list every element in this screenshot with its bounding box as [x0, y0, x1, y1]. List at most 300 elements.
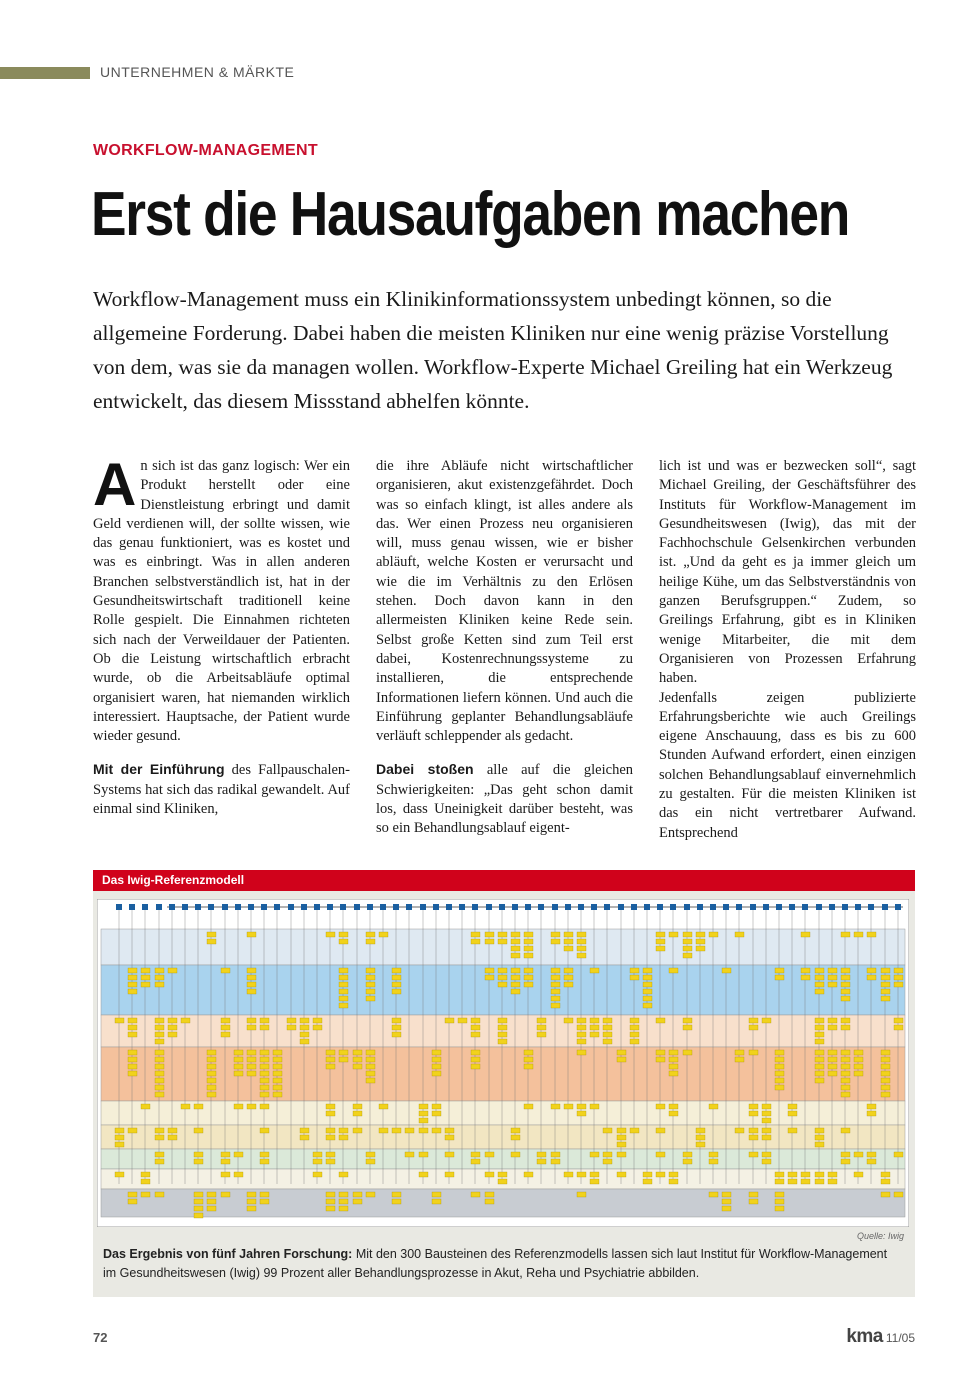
- process-step: [854, 1172, 863, 1177]
- process-step: [339, 939, 348, 944]
- process-step: [155, 1025, 164, 1030]
- process-step: [815, 989, 824, 994]
- process-step: [405, 1152, 414, 1157]
- process-step: [511, 1135, 520, 1140]
- process-step: [709, 1159, 718, 1164]
- process-step: [326, 1111, 335, 1116]
- process-step: [326, 1159, 335, 1164]
- process-step: [683, 946, 692, 951]
- process-step: [498, 968, 507, 973]
- process-step: [392, 975, 401, 980]
- process-step: [801, 1179, 810, 1184]
- process-step: [828, 975, 837, 980]
- process-step: [471, 1057, 480, 1062]
- process-step: [815, 1172, 824, 1177]
- process-step: [524, 1050, 533, 1055]
- process-step: [696, 1135, 705, 1140]
- process-step: [603, 1018, 612, 1023]
- process-step: [683, 953, 692, 958]
- process-step: [709, 1192, 718, 1197]
- process-step: [881, 1057, 890, 1062]
- section-color-bar: [0, 67, 90, 79]
- process-step: [141, 968, 150, 973]
- process-step: [577, 1172, 586, 1177]
- process-step: [498, 975, 507, 980]
- process-step: [326, 1152, 335, 1157]
- process-step: [326, 1057, 335, 1062]
- process-step: [630, 1018, 639, 1023]
- process-step: [841, 982, 850, 987]
- process-step: [155, 1135, 164, 1140]
- process-step: [537, 1159, 546, 1164]
- process-step: [801, 968, 810, 973]
- process-step: [471, 1192, 480, 1197]
- process-step: [419, 1118, 428, 1123]
- process-step: [221, 968, 230, 973]
- process-step: [577, 1018, 586, 1023]
- process-step: [313, 1152, 322, 1157]
- process-step: [801, 932, 810, 937]
- process-step: [339, 1172, 348, 1177]
- process-node: [380, 904, 386, 910]
- figure-title: Das Iwig-Referenzmodell: [102, 873, 245, 887]
- process-step: [471, 1018, 480, 1023]
- process-step: [273, 1078, 282, 1083]
- process-step: [828, 1050, 837, 1055]
- process-step: [828, 968, 837, 973]
- process-step: [841, 989, 850, 994]
- process-step: [551, 975, 560, 980]
- process-step: [590, 1152, 599, 1157]
- process-step: [801, 975, 810, 980]
- process-step: [207, 1092, 216, 1097]
- caption-text: Mit den 300 Bausteinen des Referenzmodells lassen sich laut Institut für Workflow-Management im Gesundheitswesen (Iwig) 99 Prozent aller Behandlungsprozesse in Akut, Reha und Psychiatrie abbilden.: [103, 1247, 888, 1280]
- process-node: [327, 904, 333, 910]
- process-step: [722, 1192, 731, 1197]
- process-step: [498, 1032, 507, 1037]
- process-step: [339, 975, 348, 980]
- process-step: [696, 939, 705, 944]
- process-node: [235, 904, 241, 910]
- process-step: [366, 1159, 375, 1164]
- process-step: [577, 1025, 586, 1030]
- process-step: [537, 1018, 546, 1023]
- text-column-1: [93, 451, 350, 833]
- process-step: [260, 1057, 269, 1062]
- process-step: [379, 1104, 388, 1109]
- process-step: [128, 989, 137, 994]
- process-step: [669, 1057, 678, 1062]
- process-step: [432, 1057, 441, 1062]
- process-step: [511, 946, 520, 951]
- process-step: [141, 975, 150, 980]
- process-step: [326, 932, 335, 937]
- process-step: [775, 1206, 784, 1211]
- process-node: [868, 904, 874, 910]
- process-step: [867, 932, 876, 937]
- process-step: [326, 1135, 335, 1140]
- process-step: [643, 996, 652, 1001]
- process-step: [564, 939, 573, 944]
- process-step: [155, 1085, 164, 1090]
- process-step: [841, 1064, 850, 1069]
- process-step: [630, 968, 639, 973]
- process-step: [762, 1118, 771, 1123]
- process-step: [207, 1050, 216, 1055]
- process-step: [722, 1206, 731, 1211]
- process-node: [472, 904, 478, 910]
- process-step: [471, 1159, 480, 1164]
- process-step: [881, 1172, 890, 1177]
- process-step: [115, 1018, 124, 1023]
- process-step: [775, 1199, 784, 1204]
- process-step: [471, 1032, 480, 1037]
- process-step: [828, 1172, 837, 1177]
- process-step: [762, 1152, 771, 1157]
- process-step: [247, 1199, 256, 1204]
- process-step: [300, 1039, 309, 1044]
- process-step: [511, 982, 520, 987]
- process-step: [603, 1032, 612, 1037]
- process-step: [656, 1172, 665, 1177]
- process-step: [392, 1018, 401, 1023]
- magazine-brand: [846, 1326, 915, 1348]
- process-step: [339, 1135, 348, 1140]
- process-step: [300, 1032, 309, 1037]
- process-step: [551, 989, 560, 994]
- process-step: [564, 946, 573, 951]
- process-step: [524, 968, 533, 973]
- process-node: [855, 904, 861, 910]
- process-step: [366, 1192, 375, 1197]
- process-step: [471, 1152, 480, 1157]
- process-step: [577, 1192, 586, 1197]
- process-step: [722, 1199, 731, 1204]
- process-step: [669, 1050, 678, 1055]
- process-node: [393, 904, 399, 910]
- process-step: [867, 1104, 876, 1109]
- process-step: [617, 1135, 626, 1140]
- process-node: [525, 904, 531, 910]
- process-step: [155, 1032, 164, 1037]
- process-step: [762, 1018, 771, 1023]
- process-step: [815, 1032, 824, 1037]
- process-step: [683, 939, 692, 944]
- process-step: [828, 1064, 837, 1069]
- process-step: [894, 1152, 903, 1157]
- process-step: [749, 1018, 758, 1023]
- paragraph: [376, 760, 633, 838]
- process-step: [841, 1078, 850, 1083]
- process-node: [446, 904, 452, 910]
- process-step: [194, 1213, 203, 1218]
- process-node: [802, 904, 808, 910]
- process-step: [260, 1199, 269, 1204]
- process-step: [603, 1159, 612, 1164]
- section-label: UNTERNEHMEN & MÄRKTE: [100, 64, 295, 80]
- article-kicker: WORKFLOW-MANAGEMENT: [93, 142, 318, 159]
- process-step: [867, 1159, 876, 1164]
- process-step: [419, 1111, 428, 1116]
- process-step: [392, 1192, 401, 1197]
- process-step: [815, 968, 824, 973]
- process-step: [577, 1050, 586, 1055]
- process-step: [379, 1128, 388, 1133]
- process-node: [169, 904, 175, 910]
- process-step: [207, 939, 216, 944]
- process-step: [617, 1152, 626, 1157]
- process-step: [194, 1128, 203, 1133]
- process-step: [498, 932, 507, 937]
- process-step: [445, 1152, 454, 1157]
- process-step: [207, 1192, 216, 1197]
- process-step: [353, 1128, 362, 1133]
- process-step: [828, 982, 837, 987]
- process-step: [617, 1057, 626, 1062]
- process-step: [128, 982, 137, 987]
- process-step: [788, 1104, 797, 1109]
- process-step: [775, 975, 784, 980]
- process-step: [749, 1199, 758, 1204]
- process-step: [247, 1206, 256, 1211]
- process-step: [854, 1064, 863, 1069]
- process-step: [881, 982, 890, 987]
- process-step: [207, 1085, 216, 1090]
- process-step: [353, 1057, 362, 1062]
- process-step: [485, 1199, 494, 1204]
- process-step: [155, 1039, 164, 1044]
- process-step: [339, 989, 348, 994]
- process-step: [498, 982, 507, 987]
- process-step: [603, 1128, 612, 1133]
- process-step: [260, 1085, 269, 1090]
- process-step: [775, 1057, 784, 1062]
- process-node: [829, 904, 835, 910]
- process-step: [537, 1025, 546, 1030]
- process-step: [669, 1172, 678, 1177]
- paragraph: [93, 760, 350, 819]
- process-step: [194, 1192, 203, 1197]
- process-step: [300, 1128, 309, 1133]
- process-step: [353, 1111, 362, 1116]
- article-lead: Workflow-Management muss ein Klinikinformationssystem unbedingt können, so die allgemeine Forderung. Dabei haben die meisten Kliniken nur eine wenig präzise Vorstellung von dem, was sie da managen wollen. Workflow-Experte Michael Greiling hat ein Werkzeug entwickelt, das diesem Missstand abhelfen könnte.: [93, 287, 893, 413]
- process-step: [603, 1039, 612, 1044]
- process-step: [128, 1192, 137, 1197]
- process-step: [511, 1128, 520, 1133]
- process-node: [591, 904, 597, 910]
- process-step: [709, 1104, 718, 1109]
- process-step: [524, 946, 533, 951]
- process-node: [697, 904, 703, 910]
- process-step: [128, 1071, 137, 1076]
- process-step: [590, 1025, 599, 1030]
- process-step: [366, 939, 375, 944]
- process-step: [709, 1152, 718, 1157]
- process-step: [366, 932, 375, 937]
- process-step: [815, 1018, 824, 1023]
- process-step: [234, 1104, 243, 1109]
- process-step: [234, 1064, 243, 1069]
- process-node: [604, 904, 610, 910]
- process-step: [669, 932, 678, 937]
- process-step: [366, 1071, 375, 1076]
- process-step: [339, 1192, 348, 1197]
- process-step: [155, 1159, 164, 1164]
- process-step: [471, 1050, 480, 1055]
- process-step: [339, 932, 348, 937]
- process-step: [471, 939, 480, 944]
- process-step: [498, 1025, 507, 1030]
- process-step: [366, 989, 375, 994]
- process-step: [894, 1192, 903, 1197]
- process-step: [234, 1057, 243, 1062]
- process-step: [854, 932, 863, 937]
- figure-source: Quelle: Iwig: [856, 1231, 904, 1241]
- process-step: [432, 1050, 441, 1055]
- process-step: [379, 932, 388, 937]
- process-step: [273, 1064, 282, 1069]
- process-node: [420, 904, 426, 910]
- process-step: [445, 1135, 454, 1140]
- process-step: [828, 1025, 837, 1030]
- process-node: [208, 904, 214, 910]
- process-step: [471, 932, 480, 937]
- process-step: [234, 1050, 243, 1055]
- process-step: [128, 1057, 137, 1062]
- process-step: [392, 968, 401, 973]
- process-step: [643, 1179, 652, 1184]
- process-step: [432, 1192, 441, 1197]
- process-node: [710, 904, 716, 910]
- process-step: [247, 1192, 256, 1197]
- process-step: [788, 1128, 797, 1133]
- process-step: [551, 1159, 560, 1164]
- process-step: [630, 1032, 639, 1037]
- process-step: [339, 996, 348, 1001]
- process-step: [590, 1104, 599, 1109]
- process-step: [735, 932, 744, 937]
- process-step: [749, 1152, 758, 1157]
- process-step: [155, 1128, 164, 1133]
- process-step: [854, 1057, 863, 1062]
- process-node: [459, 904, 465, 910]
- process-step: [128, 1128, 137, 1133]
- process-step: [392, 1128, 401, 1133]
- process-step: [155, 1050, 164, 1055]
- process-step: [339, 1128, 348, 1133]
- reference-model-diagram: [97, 899, 909, 1227]
- process-step: [524, 1064, 533, 1069]
- process-step: [181, 1018, 190, 1023]
- page-number: 72: [93, 1330, 108, 1345]
- process-step: [683, 1159, 692, 1164]
- process-step: [590, 968, 599, 973]
- process-step: [155, 1192, 164, 1197]
- process-step: [577, 953, 586, 958]
- process-step: [656, 1018, 665, 1023]
- process-step: [168, 1135, 177, 1140]
- process-step: [551, 1104, 560, 1109]
- issue-number: 11/05: [885, 1331, 915, 1345]
- process-step: [128, 968, 137, 973]
- process-step: [630, 1128, 639, 1133]
- process-step: [828, 1179, 837, 1184]
- process-node: [116, 904, 122, 910]
- process-step: [524, 953, 533, 958]
- process-step: [696, 1128, 705, 1133]
- process-step: [656, 1104, 665, 1109]
- process-step: [221, 1159, 230, 1164]
- process-node: [248, 904, 254, 910]
- process-step: [643, 1172, 652, 1177]
- process-step: [551, 939, 560, 944]
- process-node: [565, 904, 571, 910]
- process-step: [749, 1135, 758, 1140]
- process-step: [260, 1018, 269, 1023]
- process-step: [551, 1003, 560, 1008]
- process-step: [841, 1057, 850, 1062]
- article-title: Erst die Hausaufgaben machen: [91, 180, 849, 249]
- process-step: [458, 1018, 467, 1023]
- process-step: [630, 975, 639, 980]
- process-step: [260, 1064, 269, 1069]
- text-column-3: [659, 457, 916, 857]
- process-step: [207, 1199, 216, 1204]
- process-step: [749, 1104, 758, 1109]
- process-step: [419, 1152, 428, 1157]
- paragraph-text: alle auf die gleichen Schwierigkeiten: „Das geht schon damit los, dass Uneinigkeit darüber besteht, was so ein Behandlungsablauf eigent-: [376, 762, 634, 837]
- process-step: [788, 1172, 797, 1177]
- process-step: [273, 1092, 282, 1097]
- magazine-logo: kma: [846, 1326, 883, 1347]
- process-step: [577, 932, 586, 937]
- process-step: [419, 1128, 428, 1133]
- process-step: [366, 975, 375, 980]
- process-step: [353, 1199, 362, 1204]
- process-step: [445, 1172, 454, 1177]
- process-step: [603, 1025, 612, 1030]
- process-step: [155, 1092, 164, 1097]
- process-step: [577, 1039, 586, 1044]
- process-step: [511, 953, 520, 958]
- process-step: [155, 968, 164, 973]
- process-node: [776, 904, 782, 910]
- process-step: [260, 1152, 269, 1157]
- process-step: [194, 1159, 203, 1164]
- process-step: [881, 975, 890, 980]
- process-step: [260, 1128, 269, 1133]
- process-step: [511, 939, 520, 944]
- process-step: [524, 1172, 533, 1177]
- process-node: [182, 904, 188, 910]
- process-step: [485, 939, 494, 944]
- paragraph-text: des Fallpauschalen-Systems hat sich das radikal gewandelt. Auf einmal sind Kliniken,: [93, 762, 350, 818]
- paragraph: Jedenfalls zeigen publizierte Erfahrungsberichte wie auch Greilings eigene Anschauung, dass es bis zu 600 Stunden Aufwand erfordert, einen einzigen solchen Behandlungsablauf einvernehmlich zu gestalten. Für die meisten Kliniken ist das ein nicht vertretbarer Aufwand. Entsprechend: [659, 689, 916, 841]
- process-step: [155, 1078, 164, 1083]
- process-step: [841, 1071, 850, 1076]
- process-step: [551, 982, 560, 987]
- process-step: [656, 946, 665, 951]
- process-step: [207, 1064, 216, 1069]
- process-step: [815, 1071, 824, 1076]
- process-step: [841, 1092, 850, 1097]
- process-node: [644, 904, 650, 910]
- process-step: [432, 1128, 441, 1133]
- process-step: [709, 932, 718, 937]
- swimlane: [101, 1125, 905, 1149]
- figure-box: [93, 870, 915, 1297]
- process-step: [207, 1071, 216, 1076]
